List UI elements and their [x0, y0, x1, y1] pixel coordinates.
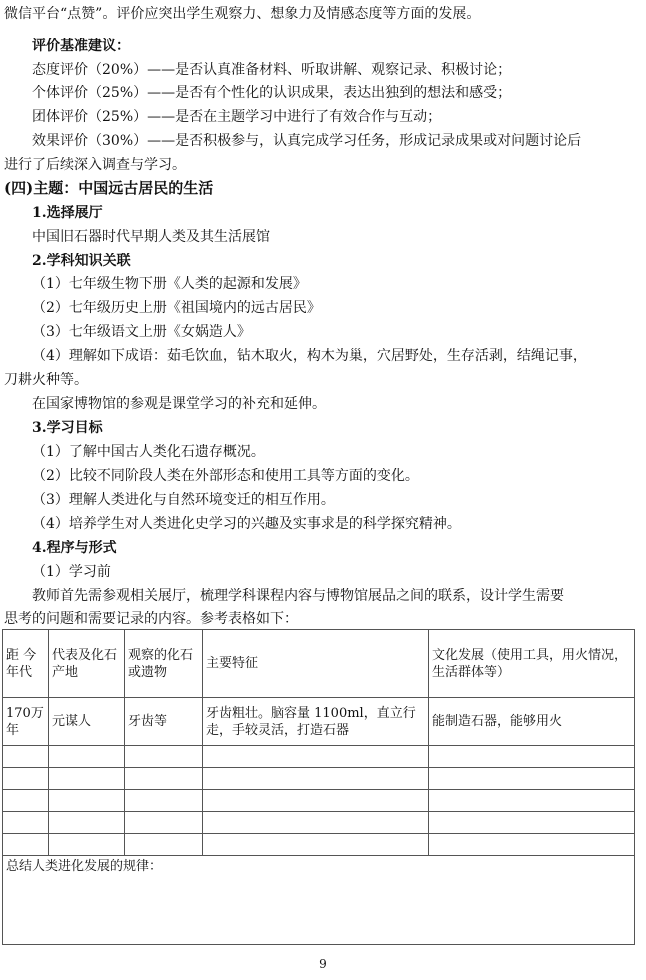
criteria-effect-cont: 进行了后续深入调查与学习。	[4, 157, 186, 173]
criteria-effect: 效果评价（30%）——是否积极参与，认真完成学习任务，形成记录成果或对问题讨论后	[32, 133, 582, 149]
header-culture: 文化发展（使用工具，用火情况，生活群体等）	[429, 630, 635, 698]
table-row-empty	[3, 812, 635, 834]
subsection-4-text: 教师首先需参观相关展厅，梳理学科课程内容与博物馆展品之间的联系，设计学生需要	[32, 588, 564, 604]
subsection-1-text: 中国旧石器时代早期人类及其生活展馆	[32, 229, 270, 245]
table-row-empty	[3, 790, 635, 812]
knowledge-item: （2）七年级历史上册《祖国境内的远古居民》	[32, 300, 321, 316]
subsection-2-note: 在国家博物馆的参观是课堂学习的补充和延伸。	[32, 396, 326, 412]
cell-observed: 牙齿等	[125, 698, 203, 746]
header-observed: 观察的化石或遗物	[125, 630, 203, 698]
summary-space-row	[3, 888, 635, 945]
subsection-4-sub: （1）学习前	[32, 564, 111, 580]
header-features: 主要特征	[203, 630, 429, 698]
table-row-empty	[3, 746, 635, 768]
criteria-group: 团体评价（25%）——是否在主题学习中进行了有效合作与互动；	[32, 109, 442, 125]
summary-row	[3, 856, 635, 889]
summary-space	[3, 888, 635, 945]
table-row-empty	[3, 834, 635, 856]
table-header-row	[3, 630, 635, 698]
cell-fossil-site: 元谋人	[49, 698, 125, 746]
summary-label: 总结人类进化发展的规律：	[3, 856, 635, 889]
table-row	[3, 698, 635, 746]
intro-line: 微信平台“点赞”。评价应突出学生观察力、想象力及情感态度等方面的发展。	[4, 6, 481, 22]
knowledge-item-cont: 刀耕火种等。	[4, 372, 88, 388]
cell-era: 170万年	[3, 698, 49, 746]
goal-item: （4）培养学生对人类进化史学习的兴趣及实事求是的科学探究精神。	[32, 516, 461, 532]
subsection-4-title: 4.程序与形式	[32, 540, 117, 556]
criteria-individual: 个体评价（25%）——是否有个性化的认识成果，表达出独到的想法和感受；	[32, 85, 512, 101]
section-heading: (四)主题：中国远古居民的生活	[4, 180, 214, 196]
header-era: 距 今年代	[3, 630, 49, 698]
cell-features: 牙齿粗壮。脑容量 1100ml，直立行走，手较灵活，打造石器	[203, 698, 429, 746]
knowledge-item: （3）七年级语文上册《女娲造人》	[32, 324, 251, 340]
cell-culture: 能制造石器，能够用火	[429, 698, 635, 746]
header-fossil-site: 代表及化石产地	[49, 630, 125, 698]
knowledge-item: （1）七年级生物下册《人类的起源和发展》	[32, 276, 307, 292]
criteria-heading: 评价基准建议：	[32, 38, 130, 54]
subsection-4-text-cont: 思考的问题和需要记录的内容。参考表格如下：	[4, 611, 298, 627]
subsection-1-title: 1.选择展厅	[32, 205, 103, 221]
subsection-2-title: 2.学科知识关联	[32, 253, 131, 269]
knowledge-item: （4）理解如下成语：茹毛饮血，钻木取火，构木为巢，穴居野处，生存活剥，结绳记事，	[32, 348, 587, 364]
reference-table	[2, 629, 635, 945]
goal-item: （3）理解人类进化与自然环境变迁的相互作用。	[32, 492, 335, 508]
page-number: 9	[319, 957, 327, 971]
reference-table-wrapper	[2, 629, 634, 945]
criteria-attitude: 态度评价（20%）——是否认真准备材料、听取讲解、观察记录、积极讨论；	[32, 62, 512, 78]
subsection-3-title: 3.学习目标	[32, 420, 103, 436]
goal-item: （2）比较不同阶段人类在外部形态和使用工具等方面的变化。	[32, 468, 419, 484]
goal-item: （1）了解中国古人类化石遗存概况。	[32, 444, 265, 460]
table-row-empty	[3, 768, 635, 790]
